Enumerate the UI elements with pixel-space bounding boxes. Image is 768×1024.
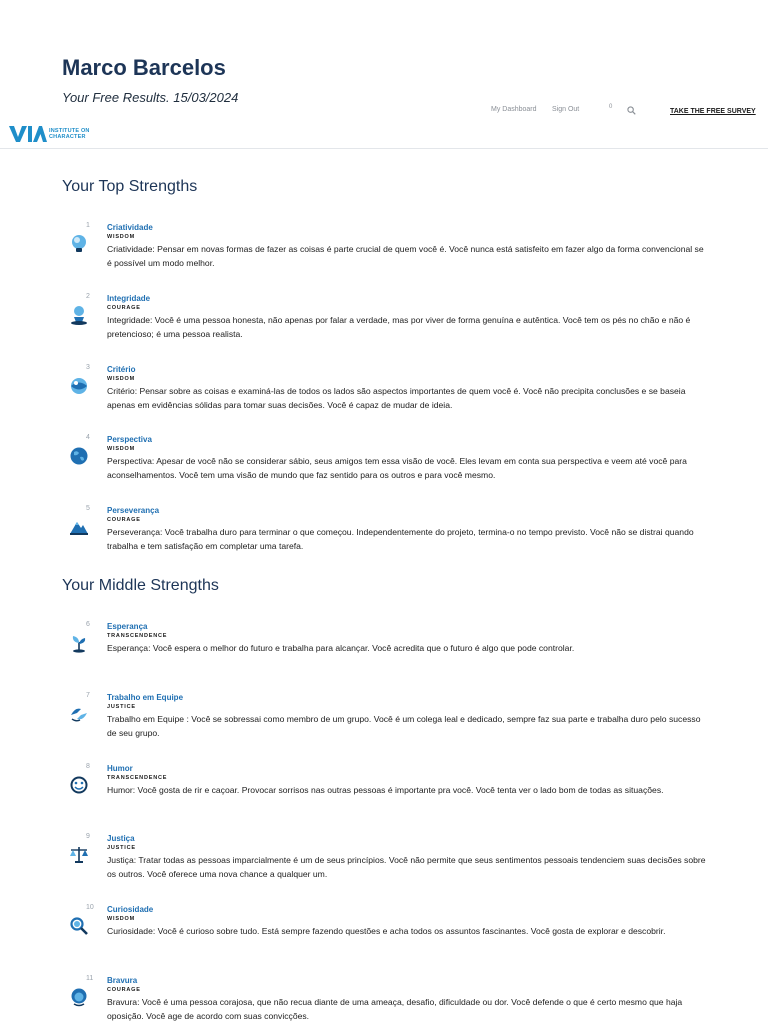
- cart-count-badge[interactable]: 0: [609, 104, 613, 110]
- via-logo[interactable]: [9, 124, 90, 144]
- section-title-middle-strengths: Your Middle Strengths: [62, 577, 219, 594]
- nav-my-dashboard[interactable]: My Dashboard: [491, 106, 537, 113]
- strength-rank: 9: [86, 833, 90, 841]
- strength-description: Curiosidade: Você é curioso sobre tudo. Está sempre fazendo questões e acha todos os assuntos fascinantes. Você gosta de explorar e descobrir.: [107, 926, 666, 937]
- section-title-top-strengths: Your Top Strengths: [62, 178, 198, 195]
- strength-rank: 5: [86, 505, 90, 513]
- strength-description: Humor: Você gosta de rir e caçoar. Provocar sorrisos nas outras pessoas é importante pra você. Você tenta ver o lado bom de todas as situações.: [107, 784, 664, 795]
- strength-name-link[interactable]: Justiça: [107, 834, 135, 844]
- take-free-survey-link[interactable]: TAKE THE FREE SURVEY: [670, 108, 756, 115]
- strength-name-link[interactable]: Trabalho em Equipe: [107, 692, 184, 702]
- strength-rank: 6: [86, 621, 90, 628]
- virtue-label: TRANSCENDENCE: [107, 633, 168, 639]
- virtue-label: WISDOM: [107, 234, 136, 240]
- strength-entry: [62, 976, 712, 1024]
- virtue-label: COURAGE: [107, 517, 141, 524]
- strength-rank: 11: [86, 975, 94, 982]
- strength-description: Bravura: Você é uma pessoa corajosa, que não recua diante de uma ameaça, desafio, dificuldade ou dor. Você defende o que é certo mesmo que haja oposição. Você age de acordo com suas convicções.: [107, 997, 683, 1021]
- strength-entry: [62, 506, 712, 566]
- strength-name-link[interactable]: Criatividade: [107, 223, 153, 232]
- strength-name-link[interactable]: Integridade: [107, 293, 151, 303]
- strength-description: Perspectiva: Apesar de você não se considerar sábio, seus amigos tem essa visão de você. Eles levam em conta sua perspectiva e veem até você para aconselhamentos. Você tem uma visão de mundo que faz sentido para os outros e para você mesmo.: [107, 456, 687, 481]
- results-subtitle: Your Free Results. 15/03/2024: [62, 90, 239, 105]
- strength-entry: [62, 223, 712, 283]
- lion-icon: [68, 986, 90, 1008]
- header-divider: [0, 148, 768, 149]
- strength-entry: [62, 365, 712, 425]
- strength-rank: 10: [86, 904, 94, 912]
- virtue-label: COURAGE: [107, 304, 141, 311]
- virtue-label: JUSTICE: [107, 845, 136, 852]
- virtue-label: WISDOM: [107, 375, 136, 382]
- virtue-label: COURAGE: [107, 987, 141, 993]
- strength-entry: [62, 834, 712, 894]
- mountain-icon: [68, 516, 90, 538]
- strength-name-link[interactable]: Critério: [107, 364, 136, 374]
- strength-entry: [62, 905, 712, 965]
- strength-name-link[interactable]: Perseverança: [107, 506, 160, 516]
- strength-rank: 7: [86, 691, 90, 699]
- user-name: Marco Barcelos: [62, 55, 226, 80]
- strength-name-link[interactable]: Humor: [107, 763, 133, 773]
- strength-entry: [62, 764, 712, 824]
- smile-icon: [68, 774, 90, 796]
- strength-name-link[interactable]: Curiosidade: [107, 905, 154, 915]
- virtue-label: WISDOM: [107, 916, 136, 923]
- strength-rank: 2: [86, 292, 90, 300]
- strength-name-link[interactable]: Bravura: [107, 976, 138, 985]
- hands-icon: [68, 703, 90, 725]
- scales-icon: [68, 844, 90, 866]
- strength-description: Integridade: Você é uma pessoa honesta, não apenas por falar a verdade, mas por viver de forma genuína e autêntica. Você tem os pés no chão e não é pretencioso; é uma pessoa realista.: [107, 314, 691, 339]
- strength-rank: 3: [86, 363, 90, 371]
- globe-icon: [68, 375, 90, 397]
- strength-rank: 4: [86, 434, 90, 442]
- strength-description: Critério: Pensar sobre as coisas e examiná-las de todos os lados são aspectos importantes de quem você é. Você não precipita conclusões e se baseia apenas em evidências sólidas para tomar suas decisões. Você é capaz de mudar de ideia.: [107, 385, 686, 410]
- virtue-label: WISDOM: [107, 446, 136, 453]
- strength-description: Trabalho em Equipe : Você se sobressai como membro de um grupo. Você é um colega leal e dedicado, sempre faz sua parte e trabalha duro pelo sucesso de seu grupo.: [107, 713, 701, 738]
- strength-entry: [62, 693, 712, 753]
- virtue-label: JUSTICE: [107, 703, 136, 710]
- nav-sign-out[interactable]: Sign Out: [552, 106, 580, 113]
- strength-name-link[interactable]: Esperança: [107, 622, 148, 631]
- magnifier-icon: [68, 915, 90, 937]
- strength-entry: [62, 294, 712, 354]
- sprout-icon: [68, 632, 90, 654]
- strength-description: Esperança: Você espera o melhor do futuro e trabalha para alcançar. Você acredita que o futuro é algo que pode controlar.: [107, 643, 575, 653]
- virtue-label: TRANSCENDENCE: [107, 774, 168, 781]
- lightbulb-icon: [68, 233, 90, 255]
- via-logo-mark-icon: [9, 125, 47, 143]
- strength-description: Justiça: Tratar todas as pessoas imparcialmente é um de seus princípios. Você não permite que seus sentimentos pessoais tendenciem suas decisões sobre os outros. Você oferece uma nova chance a qualquer um.: [107, 855, 706, 880]
- search-icon[interactable]: [627, 106, 636, 115]
- logo-text-line2: CHARACTER: [49, 134, 86, 140]
- strength-entry: [62, 622, 712, 682]
- strength-rank: 8: [86, 762, 90, 770]
- strength-name-link[interactable]: Perspectiva: [107, 435, 152, 445]
- person-icon: [68, 304, 90, 326]
- strength-rank: 1: [86, 222, 90, 229]
- logo-text: [49, 128, 90, 140]
- strength-entry: [62, 435, 712, 495]
- strength-description: Criatividade: Pensar em novas formas de fazer as coisas é parte crucial de quem você é. Você nunca está satisfeito em fazer algo da forma convencional se é possível um modo melhor.: [107, 244, 704, 268]
- logo-text-line1: INSTITUTE ON: [49, 128, 90, 134]
- earth-icon: [68, 445, 90, 467]
- strength-description: Perseverança: Você trabalha duro para terminar o que começou. Independentemente do projeto, termina-o no tempo previsto. Você não se distrai quando trabalha e tem satisfação em completar uma tarefa.: [107, 527, 694, 552]
